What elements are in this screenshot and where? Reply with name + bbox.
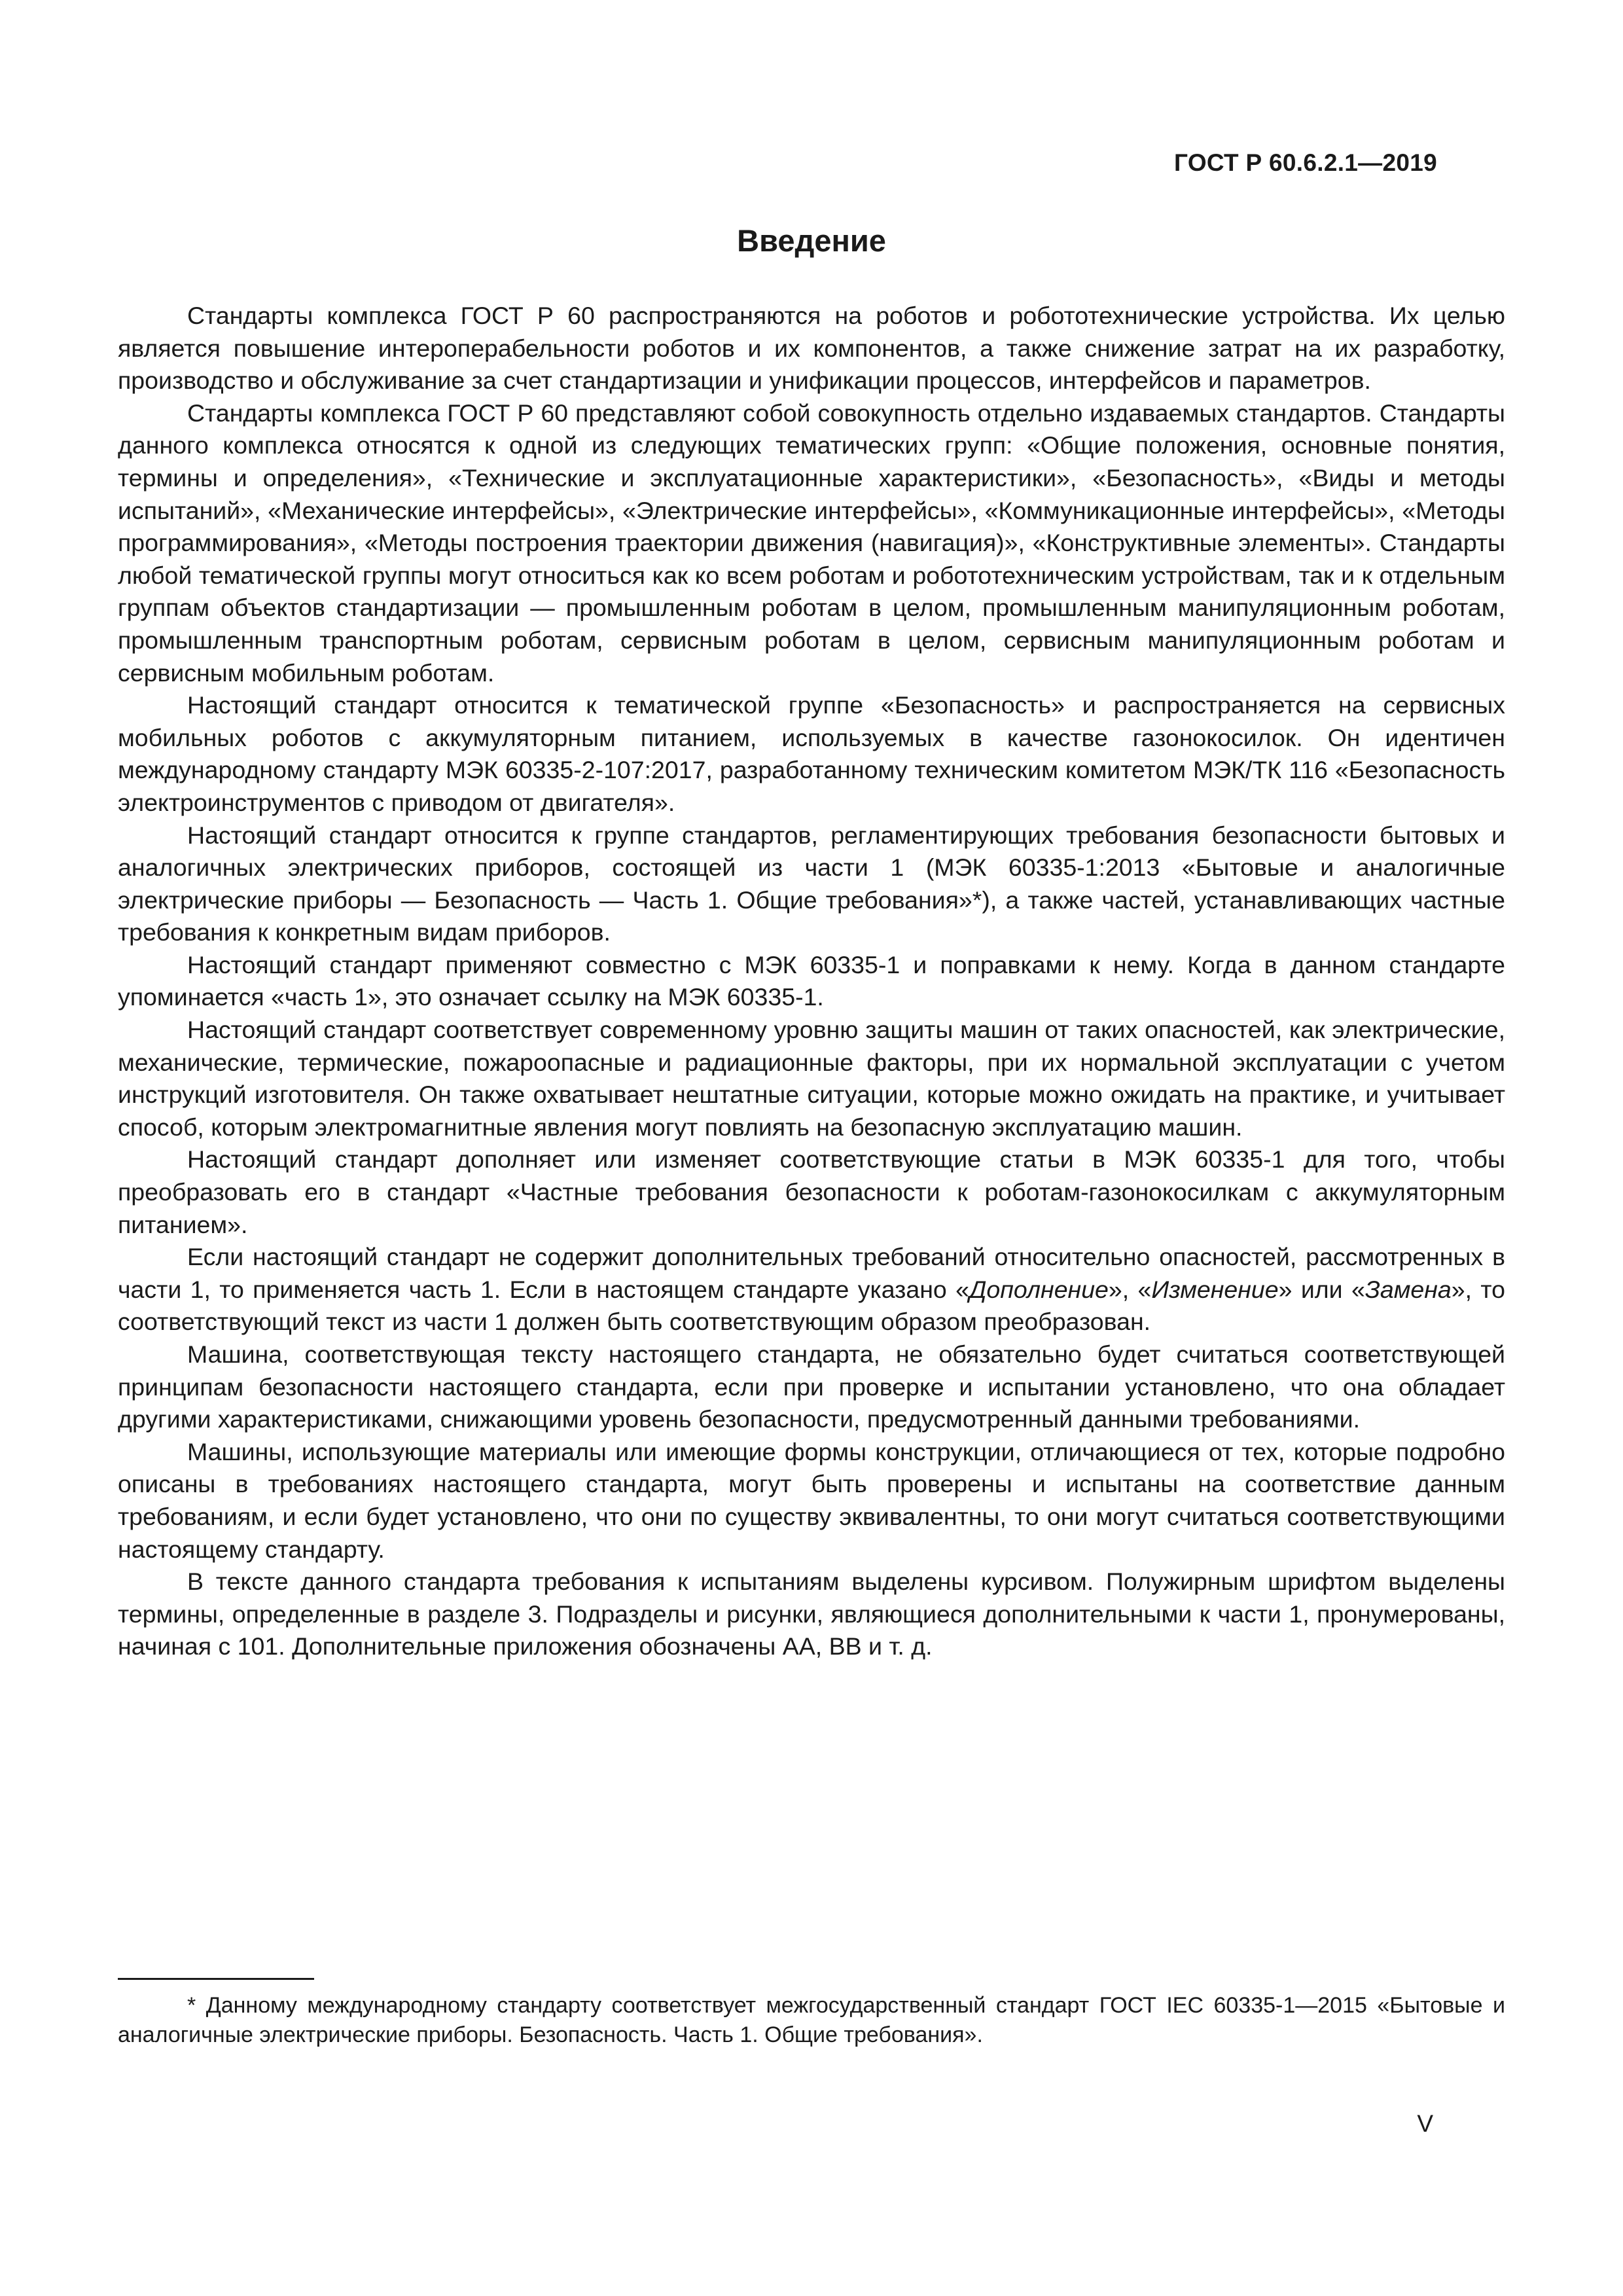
paragraph: В тексте данного стандарта требования к испытаниям выделены курсивом. Полужирным шрифтом выделены термины, определенные в разделе 3. Подразделы и рисунки, являющиеся дополнительными к части 1, пронумерованы, начиная с 101. Дополнительные приложения обозначены АА, ВВ и т. д. — [118, 1568, 1505, 1660]
paragraph: Настоящий стандарт применяют совместно с МЭК 60335-1 и поправками к нему. Когда в данном стандарте упоминается «часть 1», это означает ссылку на МЭК 60335-1. — [118, 950, 1505, 1011]
paragraph: Стандарты комплекса ГОСТ Р 60 распространяются на роботов и робототехнические устройства. Их целью является повышение интероперабельности роботов и их компонентов, а также снижение затрат на их разработку, производство и обслуживание за счет стандартизации и унификации процессов, интерфейсов и параметров. — [118, 302, 1505, 395]
paragraph: Настоящий стандарт дополняет или изменяет соответствующие статьи в МЭК 60335-1 для того, чтобы преобразовать его в стандарт «Частные требования безопасности к роботам-газонокосилкам с аккумуляторным питанием». — [118, 1145, 1505, 1238]
paragraph-with-italics — [118, 1241, 1505, 1338]
paragraph: Машина, соответствующая тексту настоящего стандарта, не обязательно будет считаться соответствующей принципам безопасности настоящего стандарта, если при проверке и испытании установлено, что она обладает другими характеристиками, снижающими уровень безопасности, предусмотренный данными требованиями. — [118, 1340, 1505, 1433]
paragraph-text: » или « — [1278, 1275, 1365, 1303]
paragraph: Настоящий стандарт соответствует современному уровню защиты машин от таких опасностей, как электрические, механические, термические, пожароопасные и радиационные факторы, при их нормальной эксплуатации с учетом инструкций изготовителя. Он также охватывает нештатные ситуации, которые можно ожидать на практике, и учитывает способ, которым электромагнитные явления могут повлиять на безопасную эксплуатацию машин. — [118, 1016, 1505, 1141]
page-number: V — [1417, 2110, 1433, 2137]
italic-term: Замена — [1364, 1275, 1452, 1303]
paragraph: Настоящий стандарт относится к тематической группе «Безопасность» и распространяется на сервисных мобильных роботов с аккумуляторным питанием, используемых в качестве газонокосилок. Он идентичен международному стандарту МЭК 60335-2-107:2017, разработанному техническим комитетом МЭК/ТК 116 «Безопасность электроинструментов с приводом от двигателя». — [118, 691, 1505, 816]
section-title: Введение — [737, 223, 886, 258]
italic-term: Изменение — [1151, 1275, 1279, 1303]
paragraph-text: », « — [1108, 1275, 1152, 1303]
footnote-separator — [118, 1978, 314, 1980]
paragraph: Машины, использующие материалы или имеющие формы конструкции, отличающиеся от тех, которые подробно описаны в требованиях настоящего стандарта, могут быть проверены и испытаны на соответствие данным требованиям, и если будет установлено, что они по существу эквивалентны, то они могут считаться соответствующими настоящему стандарту. — [118, 1437, 1505, 1563]
paragraph: Настоящий стандарт относится к группе стандартов, регламентирующих требования безопасности бытовых и аналогичных электрических приборов, состоящей из части 1 (МЭК 60335-1:2013 «Бытовые и аналогичные электрические приборы — Безопасность — Часть 1. Общие требования»*), а также частей, устанавливающих частные требования к конкретным видам приборов. — [118, 821, 1505, 946]
document-code-header: ГОСТ Р 60.6.2.1—2019 — [1174, 149, 1437, 176]
footnote — [118, 1991, 1505, 2050]
body-text — [118, 300, 1505, 1663]
paragraph-text: Если настоящий стандарт не содержит дополнительных требований относительно опасностей, рассмотренных в части 1, то применяется часть 1. Если в настоящем стандарте указано « — [118, 1243, 1505, 1303]
paragraph-text: », то соответствующий текст из части 1 должен быть соответствующим образом преобразован. — [118, 1275, 1505, 1336]
paragraph: Стандарты комплекса ГОСТ Р 60 представляют собой совокупность отдельно издаваемых стандартов. Стандарты данного комплекса относятся к одной из следующих тематических групп: «Общие положения, основные понятия, термины и определения», «Технические и эксплуатационные характеристики», «Безопасность», «Виды и методы испытаний», «Механические интерфейсы», «Электрические интерфейсы», «Коммуникационные интерфейсы», «Методы программирования», «Методы построения траектории движения (навигация)», «Конструктивные элементы». Стандарты любой тематической группы могут относиться как ко всем роботам и робототехническим устройствам, так и к отдельным группам объектов стандартизации — промышленным роботам в целом, промышленным манипуляционным роботам, промышленным транспортным роботам, сервисным роботам в целом, сервисным манипуляционным роботам и сервисным мобильным роботам. — [118, 399, 1505, 687]
footnote-text: * Данному международному стандарту соответствует межгосударственный стандарт ГОСТ IEC 60335-1—2015 «Бытовые и аналогичные электрические приборы. Безопасность. Часть 1. Общие требования». — [118, 1993, 1505, 2047]
italic-term: Дополнение — [969, 1275, 1109, 1303]
